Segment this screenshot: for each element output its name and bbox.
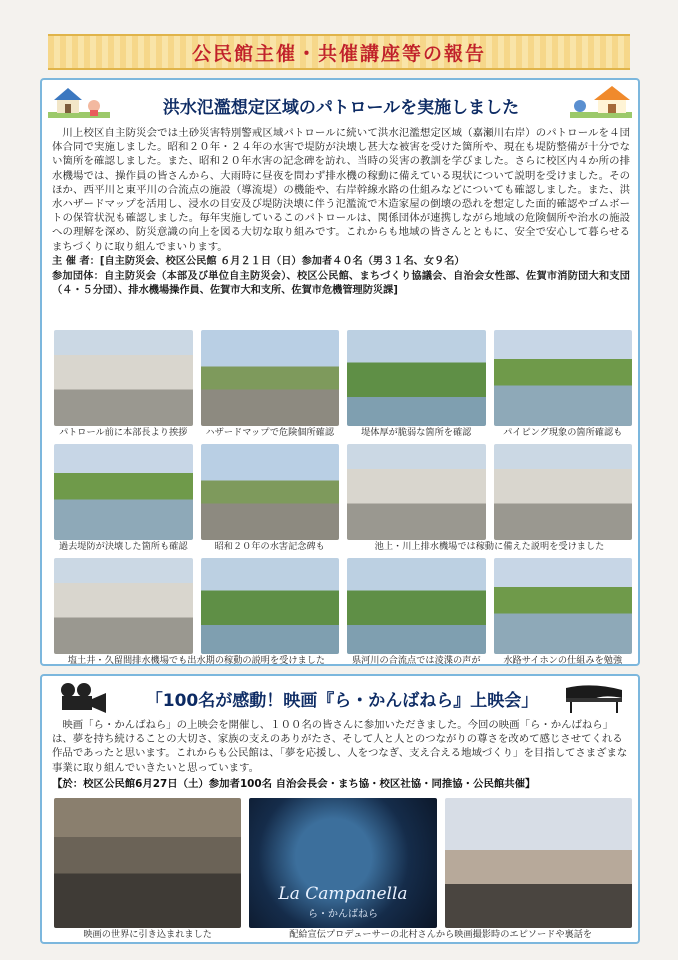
photo-card — [347, 558, 486, 668]
section-title: 「100名が感動！映画『ら・かんばねら』上映会」 — [145, 690, 539, 711]
photo-card — [249, 798, 632, 942]
photo — [347, 558, 486, 654]
photo — [347, 330, 486, 426]
photo-card — [494, 558, 633, 668]
photo — [54, 444, 193, 540]
photo-caption: 池上・川上排水機場では稼動に備えた説明を受けました — [374, 541, 605, 552]
movie-camera-icon — [56, 682, 108, 714]
photo-caption: パイピング現象の箇所確認も — [503, 427, 623, 438]
photo-card — [201, 444, 340, 554]
photo — [201, 444, 340, 540]
grand-piano-icon — [562, 680, 626, 714]
page-header — [48, 34, 630, 70]
article-body — [52, 126, 630, 298]
photo-pair — [347, 444, 632, 540]
photo-caption: 水路サイホンの仕組みを勉強 — [503, 655, 623, 666]
photo-caption: 配給宣伝プロデューサーの北村さんから映画撮影時のエピソードや裏話を — [289, 929, 593, 940]
event-info-line: 【於：校区公民館6月27日（土）参加者100名 自治会長会・まち協・校区社協・同推協・公民館共催】 — [52, 777, 536, 790]
photo-card — [54, 444, 193, 554]
poster-logo-text: La Campanella — [278, 884, 408, 904]
photo — [201, 330, 340, 426]
movie-screening-section — [40, 674, 640, 944]
photo-card — [54, 558, 339, 668]
photo-caption: 映画の世界に引き込まれました — [83, 929, 212, 940]
photo-card — [347, 444, 632, 554]
article-body — [52, 718, 630, 791]
photo — [54, 330, 193, 426]
article-paragraph: 川上校区自主防災会では土砂災害特別警戒区域パトロールに続いて洪水氾濫想定区域（嘉瀬川右岸）のパトロールを４団体合同で実施しました。昭和２０年・２４年の水害で堤防が決壊し甚大な被害を受けた箇所や、現在も堤防整備が十分でない箇所を確認しました。また、昭和２０年水害の記念碑を訪れ、当時の災害の教訓を学びました。さらに校区内４か所の排水機場では、操作員の皆さんから、大雨時に昼夜を問わず排水機の稼動に備えている現状について説明を受けました。そのほか、西平川と東平川の合流点の施設（導流堤）の機能や、右岸幹線水路の仕組みなどについても確認しました。また、洪水ハザードマップを活用し、浸水の目安及び堤防決壊に伴う氾濫流で木造家屋の倒壊の恐れを想定した面的確認やゴムボートの保管状況も確認しました。毎年実施しているこのパトロールは、関係団体が連携しながら地域の危険個所や治水の施設への理解を深め、防災意識の向上を図る大切な取り組みです。これからも地域の皆さんとともに、安全で安心して暮らせるまちづくりに取り組んでまいります。 — [52, 127, 631, 253]
patrol-photo-grid — [54, 330, 632, 668]
photo — [494, 330, 633, 426]
participants-line: 参加団体：自主防災会（本部及び単位自主防災会）、校区公民館、まちづくり協議会、自治会女性部、佐賀市消防団大和支団（４・５分団）、排水機場操作員、佐賀市大和支所、佐賀市危機管理防災課] — [52, 270, 630, 296]
page-title: 公民館主催・共催講座等の報告 — [191, 42, 486, 65]
photo-caption: 過去堤防が決壊した箇所も確認 — [58, 541, 188, 552]
photo-pair — [54, 558, 339, 654]
photo-card — [201, 330, 340, 440]
photo-caption: 昭和２０年の水害記念碑も — [214, 541, 325, 552]
photo — [54, 558, 193, 654]
photo — [494, 558, 633, 654]
article-paragraph: 映画「ら・かんばねら」の上映会を開催し、１００名の皆さんに参加いただきました。今回の映画「ら・かんばねら」は、夢を持ち続けることの大切さ、家族の支えのありがたさ、そして人と人とのつながりの尊さを改めて感じさせてくれる作品であったと思います。これからも公民館は、「夢を応援し、人をつなぎ、支え合える地域づくり」を目指してさまざまな事業に取り組んでいきたいと思っています。 — [52, 719, 628, 774]
photo — [201, 558, 340, 654]
patrol-report-section — [40, 78, 640, 666]
photo-card — [494, 330, 633, 440]
photo — [445, 798, 632, 928]
photo-card — [54, 798, 241, 942]
photo-caption: 県河川の合流点では淩渫の声が — [351, 655, 481, 666]
movie-photo-grid — [54, 798, 632, 942]
photo — [347, 444, 486, 540]
photo-caption: パトロール前に本部長より挨拶 — [59, 427, 188, 438]
section-title: 洪水氾濫想定区域のパトロールを実施しました — [162, 97, 520, 118]
photo-caption: 塩土井・久留間排水機場でも出水期の稼動の説明を受けました — [67, 655, 326, 666]
photo — [494, 444, 633, 540]
organizer-line: 主 催 者：[自主防災会、校区公民館 ６月２１日（日）参加者４０名（男３１名、女９名） — [52, 255, 465, 267]
photo-card — [347, 330, 486, 440]
poster-subtitle: ら・かんばねら — [307, 909, 378, 920]
photo-caption: ハザードマップで危険個所確認 — [205, 427, 335, 438]
photo-caption: 堤体厚が脆弱な箇所を確認 — [361, 427, 472, 438]
photo-card — [54, 330, 193, 440]
photo-pair — [249, 798, 632, 928]
photo — [54, 798, 241, 928]
movie-poster-photo — [249, 798, 436, 928]
house-illustration-icon — [570, 84, 632, 118]
